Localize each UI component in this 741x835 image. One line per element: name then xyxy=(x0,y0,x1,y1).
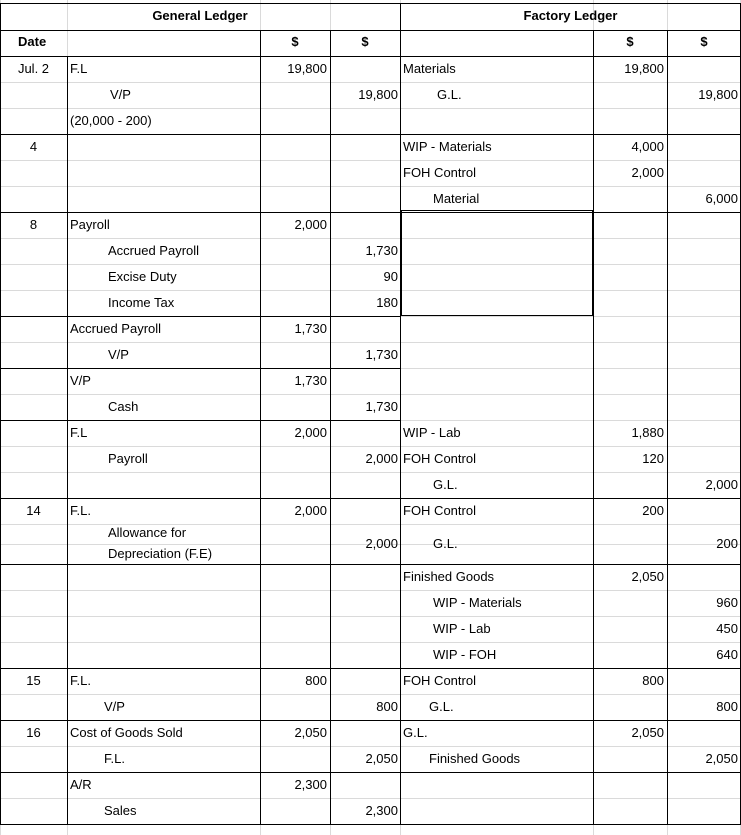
gl-account: F.L. xyxy=(104,751,125,766)
entry-date: 8 xyxy=(29,217,38,232)
gridline-horizontal xyxy=(0,394,741,395)
gridline-horizontal xyxy=(0,82,741,83)
border-horizontal xyxy=(0,720,401,721)
border-horizontal xyxy=(0,316,401,317)
gl-credit-amount: 19,800 xyxy=(358,87,398,102)
fl-account: FOH Control xyxy=(403,451,476,466)
fl-account: G.L. xyxy=(433,536,458,551)
gl-account: V/P xyxy=(70,373,91,388)
fl-debit-amount: 2,000 xyxy=(631,165,664,180)
gridline-horizontal xyxy=(0,108,741,109)
border-horizontal xyxy=(0,134,401,135)
border-horizontal xyxy=(400,668,741,669)
gridline-horizontal xyxy=(0,160,741,161)
fl-credit-amount: 800 xyxy=(716,699,738,714)
border-horizontal xyxy=(400,564,741,565)
gridline-horizontal xyxy=(0,616,741,617)
gl-account: F.L. xyxy=(70,673,91,688)
gl-credit-amount: 1,730 xyxy=(365,243,398,258)
border-vertical xyxy=(0,3,1,825)
gl-credit-amount: 1,730 xyxy=(365,399,398,414)
fl-account: G.L. xyxy=(429,699,454,714)
gl-credit-amount: 2,050 xyxy=(365,751,398,766)
gl-account: F.L xyxy=(70,61,88,76)
gridline-horizontal xyxy=(0,446,741,447)
general-ledger-header: General Ledger xyxy=(152,8,248,23)
entry-date: 15 xyxy=(26,673,41,688)
fl-debit-amount: 800 xyxy=(642,673,664,688)
entry-date: 16 xyxy=(26,725,41,740)
border-horizontal xyxy=(400,498,741,499)
fl-account: FOH Control xyxy=(403,165,476,180)
fl-account: G.L. xyxy=(403,725,428,740)
fl-debit-amount: 4,000 xyxy=(631,139,664,154)
border-horizontal xyxy=(400,720,741,721)
gl-credit-amount: 2,000 xyxy=(365,536,398,551)
gl-account: A/R xyxy=(70,777,92,792)
fl-account: WIP - Lab xyxy=(433,621,491,636)
border-horizontal xyxy=(400,772,741,773)
gl-debit-amount: 1,730 xyxy=(294,321,327,336)
gl-account: Accrued Payroll xyxy=(108,243,200,258)
fl-account: Material xyxy=(433,191,480,206)
gl-account: Income Tax xyxy=(108,295,175,310)
gl-credit-amount: 2,300 xyxy=(365,803,398,818)
gl-debit-amount: 2,000 xyxy=(294,503,327,518)
gl-account: F.L. xyxy=(70,503,91,518)
gridline-horizontal xyxy=(0,186,741,187)
gridline-horizontal xyxy=(0,264,741,265)
entry-date: 14 xyxy=(26,503,41,518)
fl-credit-amount: 2,000 xyxy=(705,477,738,492)
fl-credit-amount: 450 xyxy=(716,621,738,636)
fl-debit-amount: 200 xyxy=(642,503,664,518)
factory-ledger-header: Factory Ledger xyxy=(523,8,618,23)
gridline-horizontal xyxy=(0,238,741,239)
gl-account: V/P xyxy=(110,87,131,102)
entry-date: 4 xyxy=(29,139,38,154)
fl-account: WIP - FOH xyxy=(433,647,497,662)
border-vertical xyxy=(67,56,68,825)
gl-debit-amount: 2,050 xyxy=(294,725,327,740)
gridline-horizontal xyxy=(0,342,741,343)
gl-account: Sales xyxy=(104,803,137,818)
gl-debit-amount: 2,300 xyxy=(294,777,327,792)
fl-credit-amount: 960 xyxy=(716,595,738,610)
gl-account: Allowance for xyxy=(108,525,187,540)
fl-account: FOH Control xyxy=(403,503,476,518)
gl-account: Payroll xyxy=(108,451,148,466)
selected-cell-range[interactable] xyxy=(401,210,593,316)
gl-account: Excise Duty xyxy=(108,269,177,284)
border-horizontal xyxy=(0,668,401,669)
fl-credit-amount: 640 xyxy=(716,647,738,662)
border-vertical xyxy=(400,3,401,825)
fl-debit-amount: 19,800 xyxy=(624,61,664,76)
gl-account: Payroll xyxy=(70,217,110,232)
fl-account: Materials xyxy=(403,61,456,76)
gl-account: Depreciation (F.E) xyxy=(108,546,213,561)
fl-account: WIP - Lab xyxy=(403,425,461,440)
gl-account: V/P xyxy=(104,699,125,714)
fl-debit-amount: 2,050 xyxy=(631,725,664,740)
fl-account: WIP - Materials xyxy=(433,595,522,610)
border-horizontal xyxy=(0,212,401,213)
border-horizontal xyxy=(400,134,741,135)
border-horizontal xyxy=(0,824,741,825)
fl-credit-amount: 200 xyxy=(716,536,738,551)
gridline-horizontal xyxy=(0,746,741,747)
fl-account: Finished Goods xyxy=(403,569,495,584)
gl-credit-amount: 180 xyxy=(376,295,398,310)
gl-credit-amount: 1,730 xyxy=(365,347,398,362)
entry-date: Jul. 2 xyxy=(17,61,50,76)
border-horizontal xyxy=(0,772,401,773)
fl-account: Finished Goods xyxy=(429,751,521,766)
gl-debit-amount: 2,000 xyxy=(294,217,327,232)
fl-credit-amount: 6,000 xyxy=(705,191,738,206)
fl-account: FOH Control xyxy=(403,673,476,688)
gridline-horizontal xyxy=(0,590,741,591)
gl-account: Accrued Payroll xyxy=(70,321,162,336)
gl-credit-amount: 2,000 xyxy=(365,451,398,466)
gl-account: V/P xyxy=(108,347,129,362)
border-horizontal xyxy=(0,56,741,57)
fl-account: G.L. xyxy=(437,87,462,102)
gridline-horizontal xyxy=(0,694,741,695)
gl-account: Cost of Goods Sold xyxy=(70,725,183,740)
border-horizontal xyxy=(0,3,741,4)
gl-debit-amount: 19,800 xyxy=(287,61,327,76)
gridline-horizontal xyxy=(0,642,741,643)
gl-account: (20,000 - 200) xyxy=(70,113,152,128)
fl-debit-amount: 120 xyxy=(642,451,664,466)
gl-debit-currency-header: $ xyxy=(291,34,299,49)
gridline-horizontal xyxy=(0,798,741,799)
fl-debit-amount: 1,880 xyxy=(631,425,664,440)
date-column-header: Date xyxy=(18,34,47,49)
gl-credit-amount: 90 xyxy=(383,269,398,284)
border-horizontal xyxy=(0,420,401,421)
gl-credit-currency-header: $ xyxy=(361,34,369,49)
gl-debit-amount: 1,730 xyxy=(294,373,327,388)
fl-credit-amount: 19,800 xyxy=(698,87,738,102)
border-horizontal xyxy=(0,498,401,499)
fl-credit-amount: 2,050 xyxy=(705,751,738,766)
fl-account: WIP - Materials xyxy=(403,139,492,154)
border-horizontal xyxy=(0,368,401,369)
gl-account: Cash xyxy=(108,399,139,414)
border-horizontal xyxy=(0,30,741,31)
fl-debit-amount: 2,050 xyxy=(631,569,664,584)
gl-credit-amount: 800 xyxy=(376,699,398,714)
fl-credit-currency-header: $ xyxy=(700,34,708,49)
gl-debit-amount: 800 xyxy=(305,673,327,688)
gridline-horizontal xyxy=(0,472,741,473)
gl-account: F.L xyxy=(70,425,88,440)
gl-debit-amount: 2,000 xyxy=(294,425,327,440)
fl-debit-currency-header: $ xyxy=(626,34,634,49)
border-horizontal xyxy=(0,564,401,565)
fl-account: G.L. xyxy=(433,477,458,492)
gridline-horizontal xyxy=(0,290,741,291)
